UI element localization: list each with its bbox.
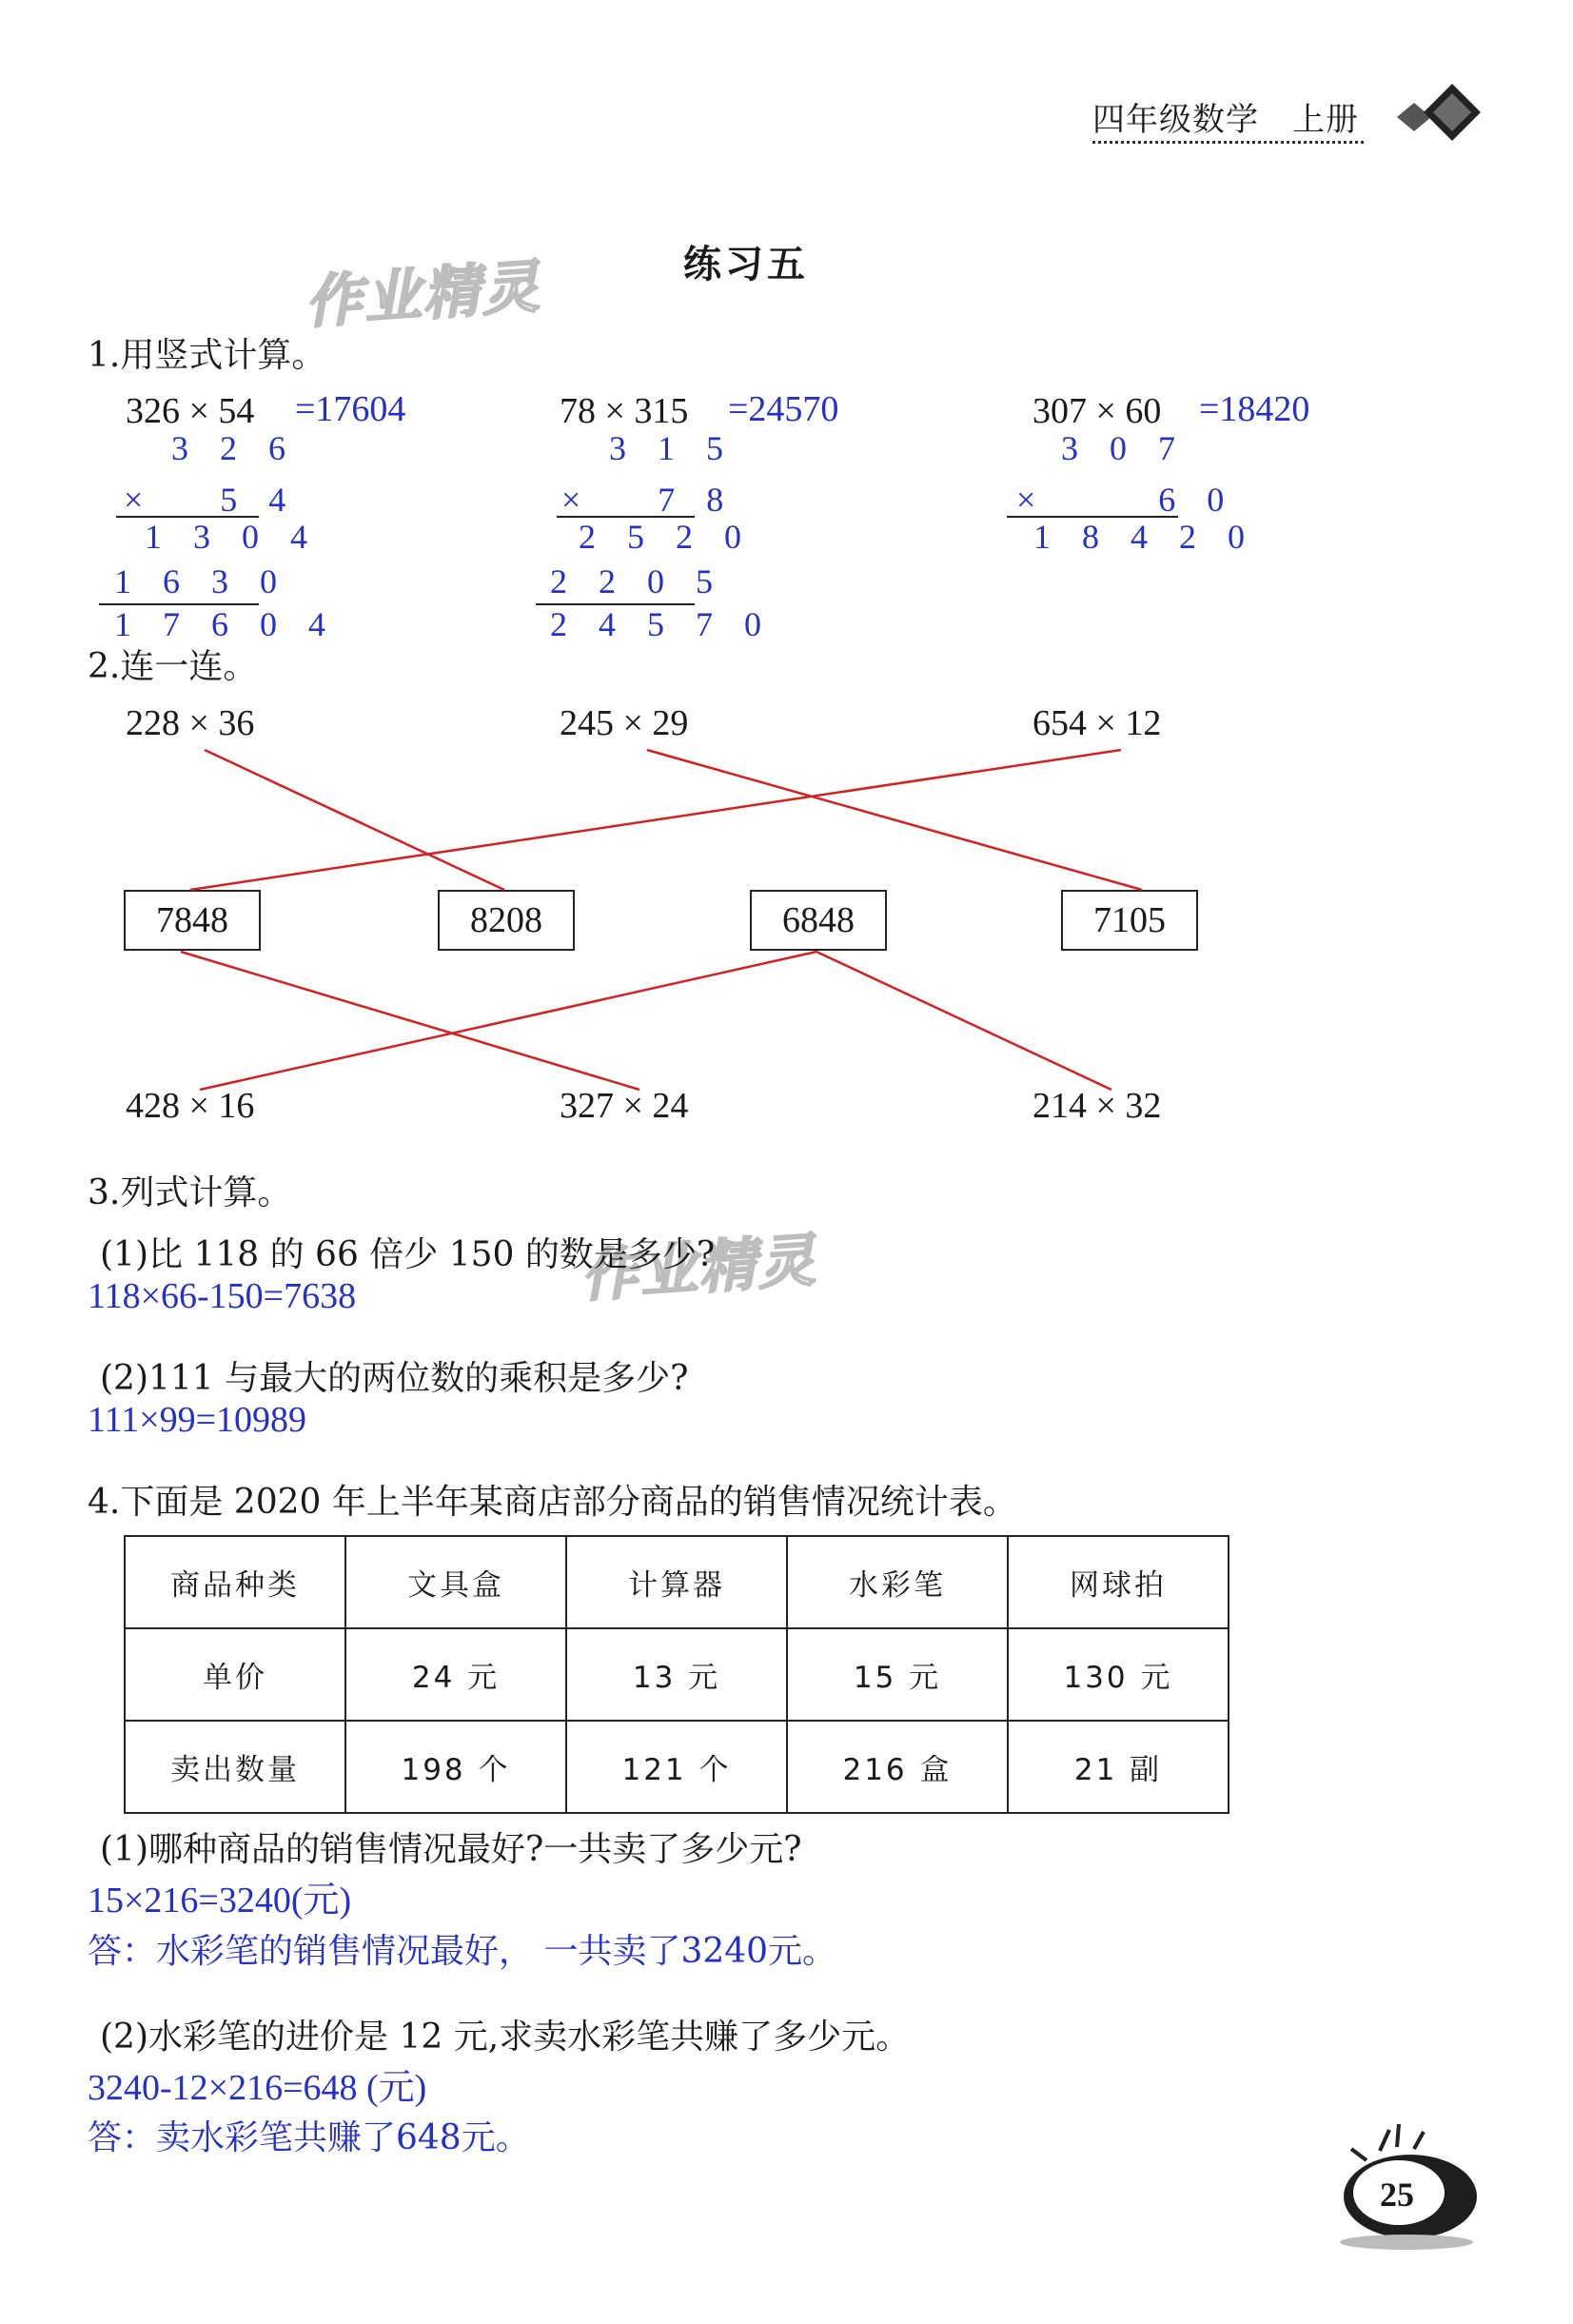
q2-bottom-expr-2: 327 × 24	[560, 1086, 689, 1126]
table-cell: 198 个	[345, 1721, 566, 1813]
q2-box-1: 7848	[124, 890, 261, 951]
q1-vertical-1-line5: 1 7 6 0 4	[114, 605, 337, 643]
q1-vertical-2-line5: 2 4 5 7 0	[550, 605, 773, 643]
watermark-logo: 作业精灵	[303, 253, 543, 337]
table-cell: 13 元	[566, 1628, 787, 1721]
q2-top-expr-3: 654 × 12	[1032, 703, 1162, 743]
q4-sub2-question: (2)水彩笔的进价是 12 元,求卖水彩笔共赚了多少元。	[100, 2018, 911, 2057]
q3-sub2-answer: 111×99=10989	[88, 1400, 307, 1440]
q1-vertical-2-line1: 3 1 5	[609, 429, 735, 467]
table-cell: 21 副	[1008, 1721, 1229, 1813]
q4-sub1-question: (1)哪种商品的销售情况最好?一共卖了多少元?	[100, 1830, 802, 1869]
q3-sub1-answer: 118×66-150=7638	[88, 1276, 357, 1316]
table-cell: 商品种类	[125, 1536, 345, 1628]
header-title: 四年级数学 上册	[1092, 101, 1359, 139]
q2-top-expr-1: 228 × 36	[126, 703, 255, 743]
q2-bottom-expr-1: 428 × 16	[126, 1086, 255, 1126]
q1-expr-2: 78 × 315	[560, 391, 689, 431]
q1-expr-3: 307 × 60	[1032, 391, 1162, 431]
q2-bottom-expr-3: 214 × 32	[1032, 1086, 1162, 1126]
q2-box-4: 7105	[1061, 890, 1198, 951]
table-cell: 文具盒	[345, 1536, 566, 1628]
q2-line-228x36-to-8208	[205, 750, 504, 890]
q3-sub1-question: (1)比 118 的 66 倍少 150 的数是多少?	[100, 1235, 716, 1274]
q2-box-3: 6848	[750, 890, 887, 951]
q1-prompt: 1.用竖式计算。	[88, 336, 326, 375]
q1-vertical-2-line4: 2 2 0 5	[550, 562, 724, 601]
q2-line-654x12-to-7848	[190, 750, 1121, 890]
table-cell: 水彩笔	[787, 1536, 1008, 1628]
q4-sub2-calc: 3240-12×216=648 (元)	[88, 2068, 427, 2108]
sales-table	[124, 1535, 1229, 1814]
q4-sub1-calc: 15×216=3240(元)	[88, 1881, 352, 1920]
q1-vertical-2-line3: 2 5 2 0	[579, 518, 753, 556]
table-cell: 216 盒	[787, 1721, 1008, 1813]
q1-vertical-3-line3: 1 8 4 2 0	[1033, 518, 1256, 556]
q4-sub1-answer: 答：水彩笔的销售情况最好， 一共卖了3240元。	[88, 1932, 837, 1971]
table-cell: 计算器	[566, 1536, 787, 1628]
q3-sub2-question: (2)111 与最大的两位数的乘积是多少?	[100, 1359, 689, 1398]
page-number: 25	[1380, 2176, 1414, 2214]
q1-vertical-2-line2: × 7 8	[561, 481, 736, 519]
table-row	[125, 1628, 1229, 1721]
q2-line-7848-to-327x24	[181, 952, 639, 1090]
table-cell: 15 元	[787, 1628, 1008, 1721]
table-cell: 网球拍	[1008, 1536, 1229, 1628]
table-cell: 130 元	[1008, 1628, 1229, 1721]
watermark-logo-2: 作业精灵	[579, 1227, 819, 1310]
q1-vertical-1-line3: 1 3 0 4	[145, 518, 319, 556]
page-title: 练习五	[683, 243, 809, 286]
q1-answer-2: =24570	[728, 389, 839, 429]
q1-vertical-1-line2: × 5 4	[124, 481, 298, 519]
q3-prompt: 3.列式计算。	[88, 1173, 292, 1212]
q1-expr-1: 326 × 54	[126, 391, 255, 431]
q2-line-6848-to-214x32	[816, 952, 1111, 1090]
q4-prompt: 4.下面是 2020 年上半年某商店部分商品的销售情况统计表。	[88, 1483, 1017, 1522]
q1-vertical-3-line1: 3 0 7	[1061, 429, 1187, 467]
table-cell: 卖出数量	[125, 1721, 345, 1813]
table-cell: 单价	[125, 1628, 345, 1721]
q1-vertical-1-line4: 1 6 3 0	[114, 562, 288, 601]
q1-answer-3: =18420	[1199, 389, 1310, 429]
table-cell: 121 个	[566, 1721, 787, 1813]
q2-line-245x29-to-7105	[647, 750, 1142, 890]
table-row	[125, 1536, 1229, 1628]
q4-sub2-answer: 答：卖水彩笔共赚了648元。	[88, 2118, 530, 2157]
q1-answer-1: =17604	[295, 389, 406, 429]
q2-line-6848-to-428x16	[200, 952, 816, 1090]
table-cell: 24 元	[345, 1628, 566, 1721]
table-row	[125, 1721, 1229, 1813]
q1-vertical-1-line1: 3 2 6	[171, 429, 297, 467]
q1-vertical-3-line2: × 6 0	[1016, 481, 1236, 519]
q2-top-expr-2: 245 × 29	[560, 703, 689, 743]
q2-box-2: 8208	[438, 890, 575, 951]
q2-prompt: 2.连一连。	[88, 647, 258, 686]
